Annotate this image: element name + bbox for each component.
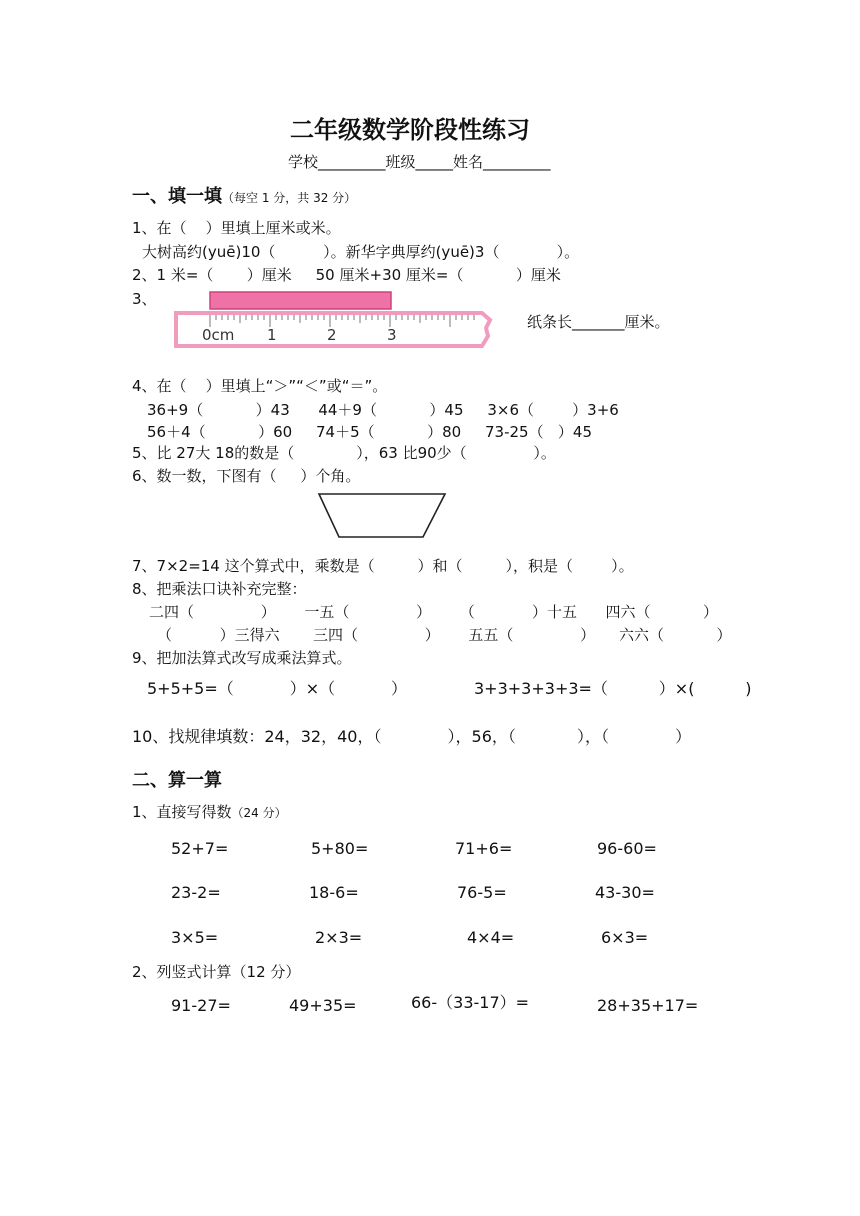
calc-item: 96-60= [597,839,657,858]
calc-item: 91-27= [171,996,231,1015]
question-3-answer: 纸条长_______厘米。 [527,313,670,331]
question-4: 4、在（ ）里填上“＞”“＜”或“＝”。 [132,377,388,395]
ruler-tick-label-1: 1 [267,326,277,344]
calc-item: 3×5= [171,928,219,947]
question-2: 2、1 米=（ ）厘米 50 厘米+30 厘米=（ ）厘米 [132,266,561,284]
calc-item: 71+6= [455,839,513,858]
paper-strip [210,292,391,309]
trapezoid-figure [317,491,447,541]
question-3: 3、 [132,290,157,308]
calc-item: 4×4= [467,928,515,947]
section-1-heading: 一、填一填（每空 1 分，共 32 分） [132,186,357,207]
question-4-row-1: 36+9（ ）43 44＋9（ ）45 3×6（ ）3+6 [147,401,619,419]
calc-item: 49+35= [289,996,357,1015]
question-4-row-2: 56＋4（ ）60 74＋5（ ）80 73-25（ ）45 [147,423,592,441]
ruler-unit-label: 0cm [202,326,235,344]
question-5: 5、比 27大 18的数是（ ），63 比90少（ ）。 [132,444,556,462]
question-7: 7、7×2=14 这个算式中，乘数是（ ）和（ ），积是（ ）。 [132,557,634,575]
ruler-figure [172,288,502,358]
student-info-line: 学校_________班级_____姓名_________ [288,153,551,171]
calc-item: 23-2= [171,883,221,902]
page-title: 二年级数学阶段性练习 [290,116,530,144]
calc-item: 5+80= [311,839,369,858]
question-10: 10、找规律填数：24，32，40，（ ），56，（ ），（ ） [132,727,692,746]
calc-item: 43-30= [595,883,655,902]
part-1-score-note: （24 分） [231,806,287,820]
part-2-heading: 2、列竖式计算（12 分） [132,963,301,981]
question-9-part-b: 3+3+3+3+3=（ ）×( ) [474,679,752,698]
ruler-tick-label-3: 3 [387,326,397,344]
question-8-row-2: （ ）三得六 三四（ ） 五五（ ） 六六（ ） [157,626,732,644]
question-9-part-a: 5+5+5=（ ）×（ ） [147,679,408,698]
calc-item: 76-5= [457,883,507,902]
calc-item: 18-6= [309,883,359,902]
question-1-line: 大树高约(yuē)10（ ）。新华字典厚约(yuē)3（ ）。 [142,243,580,261]
part-1-heading: 1、直接写得数（24 分） [132,803,287,821]
ruler-tick-label-2: 2 [327,326,337,344]
trapezoid-shape [319,494,445,537]
calc-item: 28+35+17= [597,996,699,1015]
section-2-heading: 二、算一算 [132,770,222,791]
question-8: 8、把乘法口诀补充完整： [132,580,307,598]
calc-item: 52+7= [171,839,229,858]
calc-item: 2×3= [315,928,363,947]
question-9: 9、把加法算式改写成乘法算式。 [132,649,352,667]
question-8-row-1: 二四（ ） 一五（ ） （ ）十五 四六（ ） [149,603,718,621]
calc-item: 6×3= [601,928,649,947]
question-1: 1、在（ ）里填上厘米或米。 [132,219,341,237]
section-1-score-note: （每空 1 分，共 32 分） [222,191,357,205]
calc-item: 66-（33-17）= [411,993,530,1012]
question-6: 6、数一数，下图有（ ）个角。 [132,467,361,485]
